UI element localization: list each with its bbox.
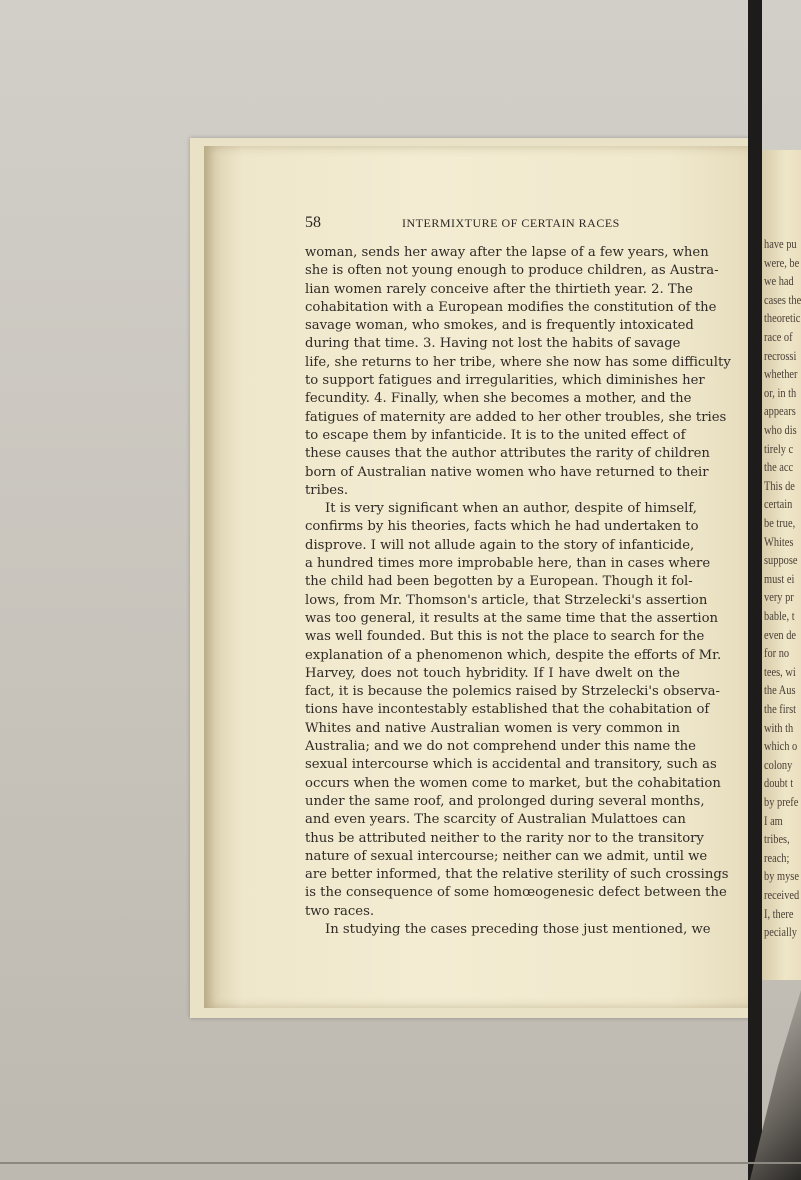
text-line: Australia; and we do not comprehend under this name the [305,739,696,755]
facing-page-fragment: by prefe [764,794,799,809]
facing-page-fragment: with th [764,719,794,735]
text-line: It is very significant when an author, despite of himself, [325,501,697,517]
text-line: life, she returns to her tribe, where she now has some difficulty [305,354,731,370]
facing-page-fragment: were, be [764,254,800,270]
text-line: cohabitation with a European modifies the constitution of the [305,299,717,315]
text-line: woman, sends her away after the lapse of a few years, when [305,245,709,260]
facing-page-fragment: theoretic [764,310,801,326]
text-line: fecundity. 4. Finally, when she becomes a mother, and the [305,391,692,407]
text-line: sexual intercourse which is accidental and transitory, such as [305,757,717,773]
text-line: Whites and native Australian women is very common in [305,720,680,736]
text-line: occurs when the women come to market, but the cohabitation [305,775,721,791]
facing-page-fragment: Whites [764,533,794,549]
text-line: are better informed, that the relative sterility of such crossings [305,867,729,883]
facing-page-fragment: who dis [764,422,797,437]
facing-page-fragment: doubt t [764,775,794,791]
running-head: INTERMIXTURE OF CERTAIN RACES [402,216,620,230]
body-text [305,244,731,939]
text-line: during that time. 3. Having not lost the habits of savage [305,336,681,352]
facing-page-fragment: whether [764,366,798,382]
facing-page-fragment: the acc [764,459,794,475]
text-line: disprove. I will not allude again to the story of infanticide, [305,537,695,553]
text-line: lows, from Mr. Thomson's article, that Strzelecki's assertion [305,592,708,608]
facing-page-fragment: tirely c [764,440,794,456]
text-line: In studying the cases preceding those just mentioned, we [325,921,711,937]
text-line: and even years. The scarcity of Australian Mulattoes can [305,812,686,828]
text-line: fatigues of maternity are added to her other troubles, she tries [305,409,727,425]
text-line: a hundred times more improbable here, than in cases where [305,556,711,572]
facing-page-fragment: or, in th [764,384,797,400]
text-line: explanation of a phenomenon which, despite the efforts of Mr. [305,647,722,663]
facing-page-fragment: recrossi [764,347,797,363]
facing-page-fragment: very pr [764,589,794,605]
text-line: tions have incontestably established that the cohabitation of [305,702,710,718]
facing-page-fragment: tees, wi [764,663,796,679]
facing-page-fragment: we had [764,273,794,289]
facing-page-fragment: cases the [764,291,801,307]
text-line: two races. [305,903,375,919]
facing-page-fragment: the first [764,701,797,716]
facing-page-fragment: tribes, [764,831,790,847]
facing-page-fragment: the Aus [764,682,796,698]
text-line: these causes that the author attributes the rarity of children [305,446,710,462]
text-line: lian women rarely conceive after the thirtieth year. 2. The [305,281,693,297]
text-line: nature of sexual intercourse; neither can we admit, until we [305,848,708,864]
facing-page [762,150,801,980]
text-line: is the consequence of some homœogenesic defect between the [305,885,727,901]
facing-page-fragment: for no [764,645,790,661]
facing-page-fragment: certain [764,496,793,512]
text-line: tribes. [305,482,349,498]
facing-page-fragment: be true, [764,515,796,530]
facing-page-fragment: I am [764,812,783,828]
facing-page-fragment: received [764,887,800,902]
scan-bottom-edge [0,1162,801,1164]
facing-page-fragment: must ei [764,570,795,586]
facing-page-fragment: This de [764,477,795,493]
text-line: to support fatigues and irregularities, which diminishes her [305,373,705,389]
facing-page-fragment: I, there [764,905,794,921]
text-line: the child had been begotten by a European. Though it fol- [305,574,693,590]
text-line: fact, it is because the polemics raised by Strzelecki's observa- [305,684,721,700]
text-line: savage woman, who smokes, and is frequently intoxicated [305,318,694,334]
text-line: was well founded. But this is not the place to search for the [305,629,705,645]
text-line: under the same roof, and prolonged during several months, [305,793,705,809]
text-line: born of Australian native women who have returned to their [305,464,709,480]
facing-page-fragment: by myse [764,868,799,884]
facing-page-fragment: reach; [764,849,790,865]
text-line: to escape them by infanticide. It is to the united effect of [305,427,686,443]
text-line: confirms by his theories, facts which he had undertaken to [305,519,699,535]
facing-page-fragment: suppose [764,552,798,568]
text-line: was too general, it results at the same time that the assertion [305,610,719,626]
facing-page-fragment: pecially [764,924,797,940]
facing-page-fragment: colony [764,756,793,772]
facing-page-fragment: which o [764,738,798,754]
facing-page-fragment: appears [764,403,796,419]
book-spine [748,0,762,1180]
facing-page-fragment: have pu [764,236,797,251]
facing-page-fragment: race of [764,329,793,344]
facing-page-fragment: bable, t [764,608,795,623]
text-line: she is often not young enough to produce children, as Austra- [305,263,719,279]
page-number: 58 [305,214,321,231]
facing-page-fragment: even de [764,626,797,642]
text-line: Harvey, does not touch hybridity. If I have dwelt on the [305,665,680,681]
page-header [305,214,680,234]
text-line: thus be attributed neither to the rarity nor to the transitory [305,830,704,846]
